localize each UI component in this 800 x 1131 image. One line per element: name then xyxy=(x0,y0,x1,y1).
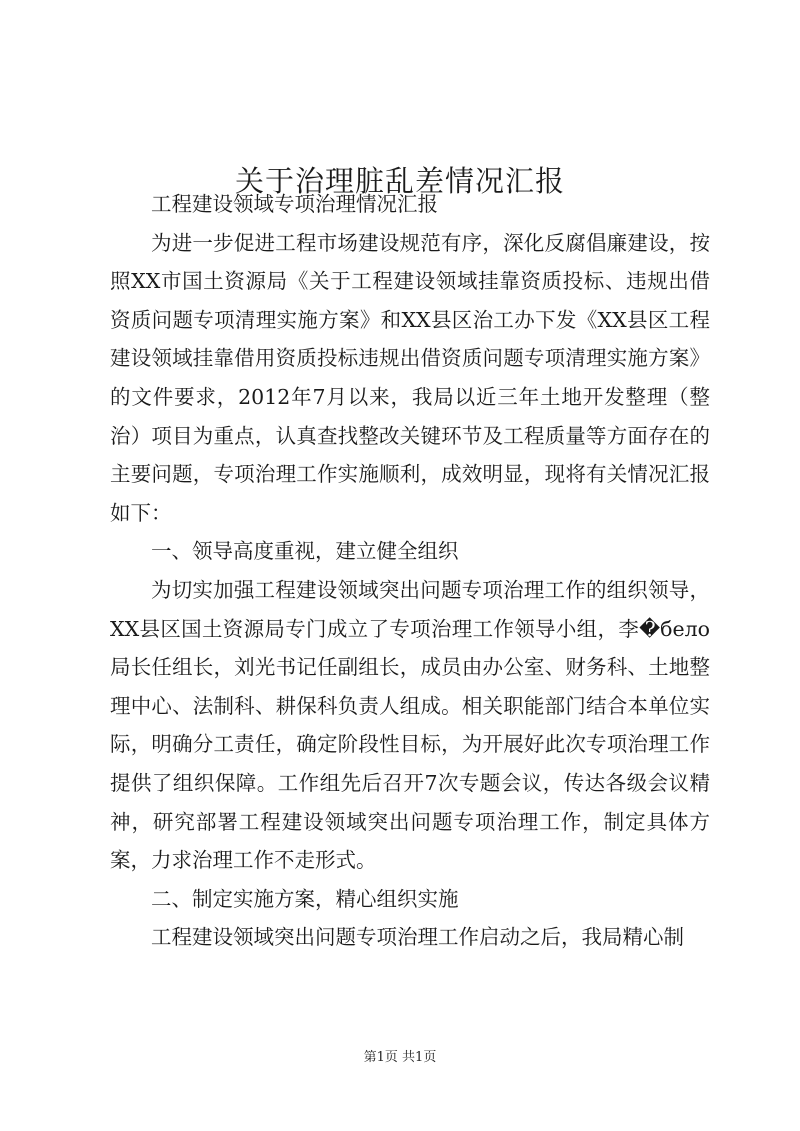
section-heading-1: 一、领导高度重视，建立健全组织 xyxy=(151,539,459,564)
paragraph-intro: 为进一步促进工程市场建设规范有序，深化反腐倡廉建设，按照XX市国土资源局《关于工程建设领域挂靠资质投标、违规出借资质问题专项清理实施方案》和XX县区治工办下发《XX县区工程建设领域挂靠借用资质投标违规出借资质问题专项清理实施方案》的文件要求，2012年7月以来，我局以近三年土地开发整理（整治）项目为重点，认真查找整改关键环节及工程质量等方面存在的主要问题，专项治理工作实施顺利，成效明显，现将有关情况汇报如下： xyxy=(110,230,710,525)
paragraph-section-2: 工程建设领域突出问题专项治理工作启动之后，我局精心制 xyxy=(151,925,684,950)
paragraph-subtitle: 工程建设领域专项治理情况汇报 xyxy=(151,192,438,216)
page-footer: 第1页 共1页 xyxy=(363,1050,437,1065)
document-title: 关于治理脏乱差情况汇报 xyxy=(234,164,565,199)
section-heading-2: 二、制定实施方案，精心组织实施 xyxy=(151,886,459,911)
document-body xyxy=(110,185,710,957)
paragraph-section-1: 为切实加强工程建设领域突出问题专项治理工作的组织领导，XX县区国土资源局专门成立了专项治理工作领导小组，李�бело局长任组长，刘光书记任副组长，成员由办公室、财务科、土地整理中心、法制科、耕保科负责人组成。相关职能部门结合本单位实际，明确分工责任，确定阶段性目标，为开展好此次专项治理工作提供了组织保障。工作组先后召开7次专题会议，传达各级会议精神，研究部署工程建设领域突出问题专项治理工作，制定具体方案，力求治理工作不走形式。 xyxy=(110,577,710,873)
